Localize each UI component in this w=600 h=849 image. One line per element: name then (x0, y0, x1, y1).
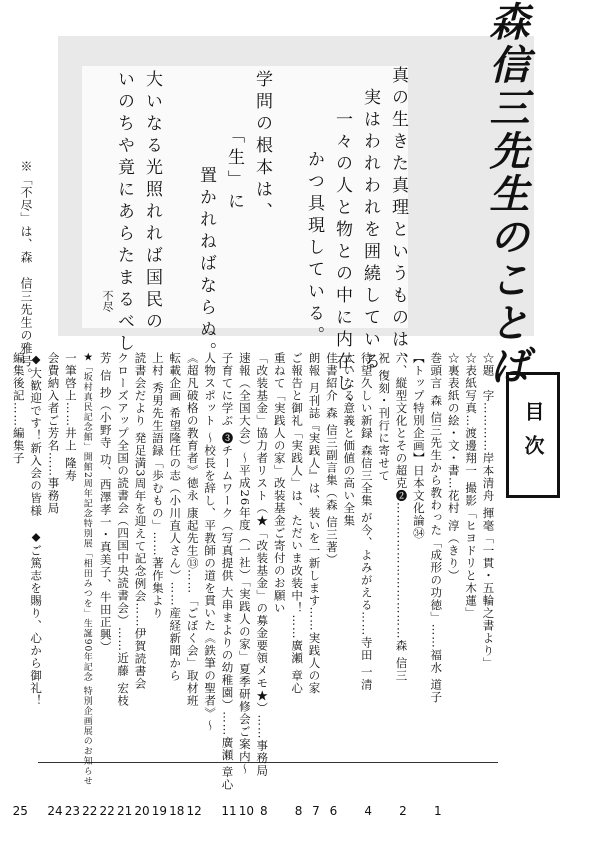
quote-line: 一々の人と物との中に内在し、 (332, 110, 352, 418)
toc-page-number: 23 (64, 804, 81, 818)
toc-entry-text: ☆題 字…………岸本清舟 揮毫「一貫・五輪之書より」 (481, 352, 496, 670)
toc-entry (47, 352, 63, 800)
table-of-contents (11, 352, 560, 818)
toc-entry-text: 朗報 月刊誌『実践人』は、装いを一新します……実践人の家 (307, 352, 322, 695)
toc-entry (82, 352, 98, 800)
toc-page-number: 2 (399, 804, 407, 818)
toc-entry (465, 352, 481, 800)
toc-entry (256, 352, 272, 800)
toc-entry-text: 人物スポット 〜校長を辞し、平教師の道を貫いた《鉄筆の聖者》〜 (203, 352, 218, 732)
toc-entry-text: 巻頭言 森 信三先生から教わった「成形の功徳」……福水 道子 (429, 352, 444, 704)
toc-entry (308, 352, 324, 800)
toc-entry (117, 352, 133, 800)
toc-entry (64, 352, 80, 800)
pen-name-note: ※「不尽」は、森 信三先生の雅号。 (19, 160, 33, 381)
toc-entry (395, 352, 411, 800)
toc-entry (273, 352, 289, 800)
toc-page-number: 20 (134, 804, 150, 818)
toc-entry-text: 子育てに学ぶ ❸チームワーク（写真提供 大串まよりの幼稚園）……廣瀬 章心 (220, 352, 235, 791)
toc-entry (447, 352, 463, 800)
toc-entry-text: 祝 復刻・刊行に寄せて (377, 352, 392, 482)
toc-entry-text: 会費納入者ご芳名……事務局 (46, 352, 61, 515)
toc-page-number: 21 (116, 804, 133, 818)
toc-entry-text: 《超凡破格の教育者》徳永 康起先生⑬……「ごぼく会」取材班 (185, 352, 200, 707)
toc-entry-text: 速報（全国大会）〜平成26年度（一社）「実践人の家」夏季研修会ご案内〜 (237, 352, 252, 776)
toc-entry (325, 352, 341, 800)
quote-line: 実はわれわれを囲繞している (360, 88, 380, 374)
toc-entry (360, 352, 376, 800)
toc-entry-text: 編集後記……編集子 (11, 352, 26, 465)
toc-entry (430, 352, 446, 800)
toc-entry (186, 352, 202, 800)
toc-entry-text: 待望久しい新録 森信三全集 が今、よみがえる……寺田 一清 (359, 352, 374, 691)
toc-entry (378, 352, 394, 800)
quote-line: 学問の根本は、 (252, 70, 272, 224)
toc-page-number: 11 (221, 804, 237, 818)
toc-entry (169, 352, 185, 800)
quote-line: いのちや竟にあらたまるべし (114, 70, 134, 356)
toc-entry (99, 352, 115, 800)
toc-entry-text: 佳書紹介 森 信三副言集（森 信三著） (324, 352, 339, 566)
quote-line: 置かれねばならぬ。 (196, 166, 216, 364)
toc-entry (134, 352, 150, 800)
toc-entry-text: 重ねて「実践人の家」改装基金ご寄付のお願い (272, 352, 287, 615)
toc-page-number: 8 (294, 804, 303, 818)
toc-entry (151, 352, 167, 800)
toc-page-number: 10 (238, 804, 255, 818)
toc-entry-text: クローズアップ全国の読書会（四国中央読書会）……近藤 宏枝 (116, 352, 131, 707)
toc-entry-text: ご報告と御礼「実践人」は、ただいま改装中！……廣瀬 章心 (290, 352, 305, 695)
toc-entry (412, 352, 428, 800)
toc-entry-text: ★「坂村真民記念館」開館2周年記念特別展「相田みつを」生誕90年記念 特別企画展のお知らせ (81, 352, 92, 787)
calligraphy-title: 森信三先生のことば (483, 1, 530, 388)
toc-page-number: 25 (12, 804, 28, 818)
toc-page-number: 12 (186, 804, 202, 818)
toc-entry (204, 352, 220, 800)
toc-entry-text: 上村 秀男先生語録「歩むもの」……著作集より (150, 352, 165, 620)
toc-entry-text: 芳 信 抄（小野寺 功、西澤孝一・真美子、牛田正興） (98, 352, 113, 654)
quote-line: 大いなる光照れれば国民の (142, 70, 162, 334)
quote-line: 真の生きた真理というものは、 (388, 66, 408, 374)
toc-page-number: 6 (329, 804, 338, 818)
toc-page-number: 22 (99, 804, 115, 818)
toc-entry-text: ☆裏表紙の絵・文・書…花村 淳（きり） (446, 352, 461, 582)
quote-line: 「生」に (224, 126, 244, 214)
toc-entry-text: 「改装基金」協力者リスト（★「改装基金」の募金要領メモ★）……事務局 (255, 352, 270, 777)
toc-entry-text: 一筆啓上……井上 隆寿 (63, 352, 78, 482)
toc-page-number: 4 (364, 804, 372, 818)
signature: 不尽 (101, 290, 114, 312)
toc-entry-text: 六、縦型文化とその超克❷……………………………森 信三 (394, 352, 409, 682)
quote-line: かつ具現している。 (304, 150, 324, 348)
toc-entry (291, 352, 307, 800)
toc-entry (12, 352, 28, 800)
toc-entry (343, 352, 359, 800)
toc-page-number: 19 (151, 804, 168, 818)
toc-entry-text: 大いなる意義と価値の高い全集 (342, 352, 357, 527)
toc-entry (238, 352, 254, 800)
toc-entry (30, 352, 46, 800)
toc-entry-text: 転載企画 希望隆任の志（小川直人さん）……産経新聞から (168, 352, 183, 682)
toc-entry-text: ☆表紙写真…渡邊翔一 撮影「ヒヨドリと木蓮」 (464, 352, 479, 620)
toc-entry-text: 【トップ特別企画】日本文化論㉞ (411, 352, 426, 540)
toc-header: 目次 (506, 372, 560, 498)
toc-entry (482, 352, 498, 800)
toc-entry-text: ◆大歓迎です！新入会の皆様 ◆ご篤志を賜り、心から御礼！ (29, 352, 44, 707)
toc-page-number: 24 (47, 804, 63, 818)
toc-page-number: 1 (433, 804, 442, 818)
toc-page-number: 7 (312, 804, 320, 818)
toc-entry-text: 読書会だより 発足満3周年を迎えて記念例会……伊賀読書会 (133, 352, 148, 690)
toc-page-number: 18 (169, 804, 185, 818)
toc-page-number: 22 (82, 804, 98, 818)
toc-entry (221, 352, 237, 800)
toc-page-number: 8 (259, 804, 268, 818)
